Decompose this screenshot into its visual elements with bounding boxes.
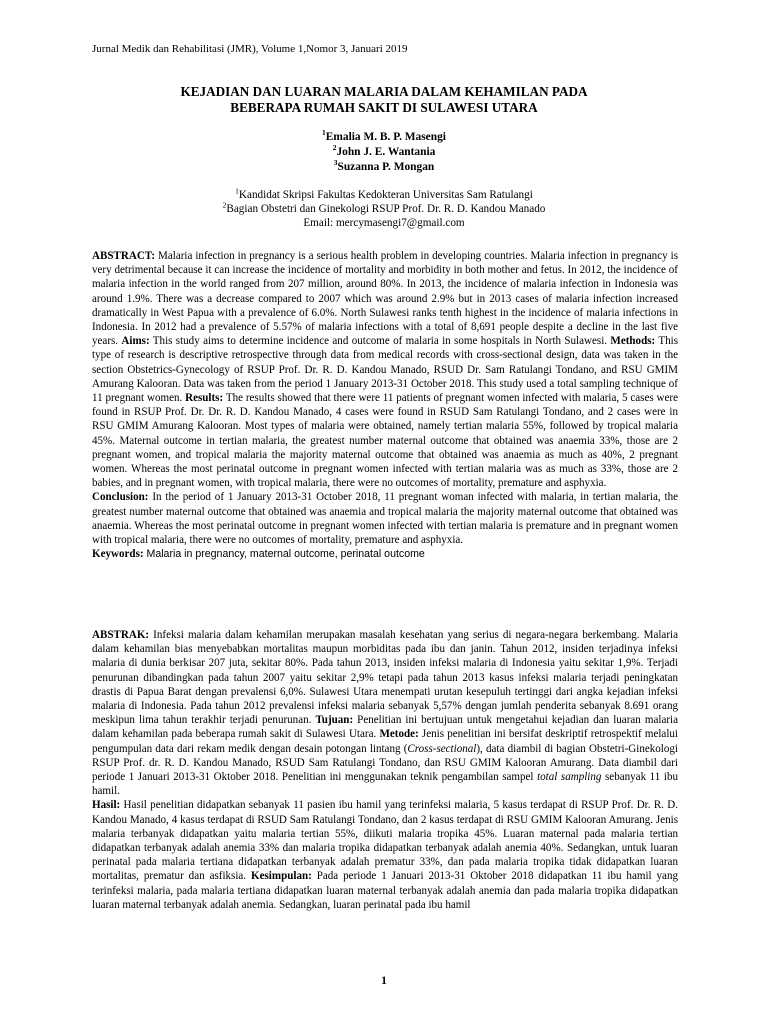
abstract-indonesian: [92, 628, 678, 912]
author-name: Suzanna P. Mongan: [337, 161, 435, 173]
affiliation-text: Kandidat Skripsi Fakultas Kedokteran Universitas Sam Ratulangi: [238, 189, 533, 201]
author-name: Emalia M. B. P. Masengi: [325, 131, 446, 143]
affiliation-superscript: 1: [235, 186, 239, 196]
conclusion-label: Conclusion:: [92, 491, 149, 504]
kesimpulan-label: Kesimpulan:: [251, 870, 312, 883]
keywords-label: Keywords:: [92, 548, 144, 561]
results-text: The results showed that there were 11 patients of pregnant women infected with malaria, 5 cases were found in RSUP Prof. Dr. Dr. R. D. Kandou Manado, 4 cases were found in RSUD Sam Ratulangi Tondano, and 2 cases were in RSU GMIM Amurang Kalooran. Most types of malaria were obtained, namely tertian malaria 55%, followed by tropical malaria 45%. Maternal outcome in tertian malaria, the greatest number maternal outcome that obtained was anaemia 33%, those are 2 pregnant women, and tropical malaria the majority maternal outcome that obtained was anaemia as much as 40%, 2 pregnant women. Whereas the most perinatal outcome in pregnant women infected with tertian malaria was as much as 33%, those are 2 babies, and in pregnant women, with tropical malaria, there were no outcomes of mortality, premature and asphyxia.: [92, 392, 678, 490]
abstrak-paragraph: [92, 628, 678, 798]
metode-italic-2: total sampling: [537, 771, 602, 784]
abstrak-label: ABSTRAK:: [92, 629, 150, 641]
methods-text: This type of research is descriptive retrospective through data from medical records with cross-sectional design, data was taken in the section Obstetrics-Gynecology of RSUP Prof. Dr. R. D. Kandou Manado, RSUD Dr. Sam Ratulangi Tondano, and RSU GMIM Amurang Kalooran. Data was taken from the period 1 January 2013-31 October 2018. This study used a total sampling technique of 11 pregnant women.: [92, 335, 678, 405]
affiliation-block: [92, 188, 676, 230]
hasil-paragraph: [92, 798, 678, 912]
affiliation: [92, 202, 676, 216]
aims-text: This study aims to determine incidence and outcome of malaria in some hospitals in North Sulawesi.: [149, 335, 611, 348]
metode-label: Metode:: [379, 728, 419, 741]
metode-italic: Cross-sectional: [407, 742, 477, 755]
page-number: 1: [381, 975, 387, 987]
metode-text-3: sebanyak 11 ibu hamil.: [92, 771, 678, 798]
author: [92, 145, 676, 160]
abstract-label: ABSTRACT:: [92, 250, 156, 262]
conclusion-text: In the period of 1 January 2013-31 October 2018, 11 pregnant woman infected with malaria, in tertian malaria, the greatest number maternal outcome that obtained was anaemia and tropical malaria the majority maternal outcome that obtained was anaemia. Whereas the most perinatal outcome in pregnant women infected with tertian malaria is premature and in pregnant women with tropical malaria, there were no outcomes of mortality, premature and asphyxia.: [92, 491, 678, 547]
aims-label: Aims:: [121, 335, 150, 348]
journal-header: Jurnal Medik dan Rehabilitasi (JMR), Volume 1,Nomor 3, Januari 2019: [92, 43, 408, 55]
affiliation: [92, 188, 676, 202]
keywords-text: Malaria in pregnancy, maternal outcome, perinatal outcome: [143, 548, 425, 561]
author-name: John J. E. Wantania: [336, 146, 436, 158]
results-label: Results:: [185, 392, 224, 405]
abstract-paragraph: [92, 249, 678, 490]
author-superscript: 3: [333, 158, 338, 168]
metode-text-2: ), data diambil di bagian Obstetri-Ginekologi RSUP Prof. dr. R. D. Kandou Manado, RSUD Sam Ratulangi Tondano, dan RSU GMIM Kalooran Amurang. Data diambil dari periode 1 Januari 2013-31 Oktober 2018. Penelitian ini menggunakan teknik pengambilan sampel: [92, 742, 678, 784]
author-superscript: 1: [322, 128, 326, 138]
author: [92, 160, 676, 175]
affiliation-superscript: 2: [222, 200, 227, 210]
methods-label: Methods:: [610, 335, 656, 348]
metode-text: Jenis penelitian ini bersifat deskriptif retrospektif melalui pengumpulan data dari rekam medik dengan desain potongan lintang (: [92, 728, 678, 755]
title-line-2: BEBERAPA RUMAH SAKIT DI SULAWESI UTARA: [230, 100, 538, 115]
email: Email: mercymasengi7@gmail.com: [303, 217, 465, 229]
keywords: [92, 547, 678, 561]
author-list: [92, 130, 676, 175]
title-line-1: KEJADIAN DAN LUARAN MALARIA DALAM KEHAMILAN PADA: [180, 84, 588, 99]
hasil-text: Hasil penelitian didapatkan sebanyak 11 pasien ibu hamil yang terinfeksi malaria, 5 kasus terdapat di RSUP Prof. Dr. R. D. Kandou Manado, 4 kasus terdapat di RSUD Sam Ratulangi Tondano, dan 2 kasus terdapat di RSU GMIM Kalooran Amurang. Jenis malaria terbanyak didapatkan yaitu malaria tertian 55%, diikuti malaria tropika 45%. Luaran maternal pada malaria tertian didapatkan terbanyak adalah anemia 33% dan malaria tropika didapatkan terbanyak adalah anemia 40%. Sedangkan, untuk luaran perinatal pada malaria tertiana didapatkan terbanyak adalah prematur 33%, dan pada malaria tropika tidak didapatkan luaran mortalitas, prematur dan asfiksia.: [92, 799, 678, 883]
abstract-english: [92, 249, 678, 561]
author-superscript: 2: [332, 143, 337, 153]
abstrak-intro: Infeksi malaria dalam kehamilan merupakan masalah kesehatan yang serius di negara-negara berkembang. Malaria dalam kehamilan bias menyebabkan mortalitas maupun morbiditas pada ibu dan janin. Tahun 2012, insiden terjadinya infeksi malaria di dunia berkisar 207 juta, sekitar 80%. Pada tahun 2013, insiden infeksi malaria di Indonesia yaitu sekitar 1,9%. Terjadi penurunan dibandingkan pada tahun 2007 yaitu sekitar 2,9% tetapi pada tahun 2013 kasus infeksi malaria terjadi peningkatan drastis di Papua Barat dengan prevalensi 6,0%. Sulawesi Utara menempati urutan kesepuluh tertinggi dari angka kejadian infeksi malaria di Indonesia. Pada tahun 2012 prevalensi infeksi malaria sebanyak 5,57% dengan jumlah penderita sebanyak 8.691 orang meskipun lima tahun terakhir terjadi penurunan.: [92, 629, 678, 727]
conclusion-paragraph: [92, 490, 678, 547]
hasil-label: Hasil:: [92, 799, 121, 812]
author: [92, 130, 676, 145]
paper-title: [92, 84, 676, 116]
tujuan-label: Tujuan:: [315, 714, 354, 727]
kesimpulan-text: Pada periode 1 Januari 2013-31 Oktober 2018 didapatkan 11 ibu hamil yang terinfeksi malaria, pada malaria tertiana didapatkan luaran maternal terbanyak adalah anemia dan pada malaria tropika didapatkan luaran maternal terbanyak adalah anemia. Sedangkan, luaran perinatal pada ibu hamil: [92, 870, 678, 911]
abstract-intro: Malaria infection in pregnancy is a serious health problem in developing countries. Malaria infection in pregnancy is very detrimental because it can increase the incidence of mortality and morbidity in both mother and fetus. In 2012, the incidence of malaria infection in the world ranged from 207 million, around 80%. In 2013, the incidence of malaria infection in Indonesia was around 1.9%. There was a decrease compared to 2007 which was around 2.9% but in 2013 cases of malaria infection increased dramatically in West Papua with a prevalence of 6.0%. North Sulawesi ranks tenth highest in the incidence of malaria infections in Indonesia. In 2012 had a prevalence of 5.57% of malaria infections with a total of 8,691 people despite a decline in the last five years.: [92, 250, 678, 348]
affiliation-text: Bagian Obstetri dan Ginekologi RSUP Prof. Dr. R. D. Kandou Manado: [226, 203, 546, 215]
tujuan-text: Penelitian ini bertujuan untuk mengetahui kejadian dan luaran malaria dalam kehamilan pada beberapa rumah sakit di Sulawesi Utara.: [92, 714, 678, 741]
